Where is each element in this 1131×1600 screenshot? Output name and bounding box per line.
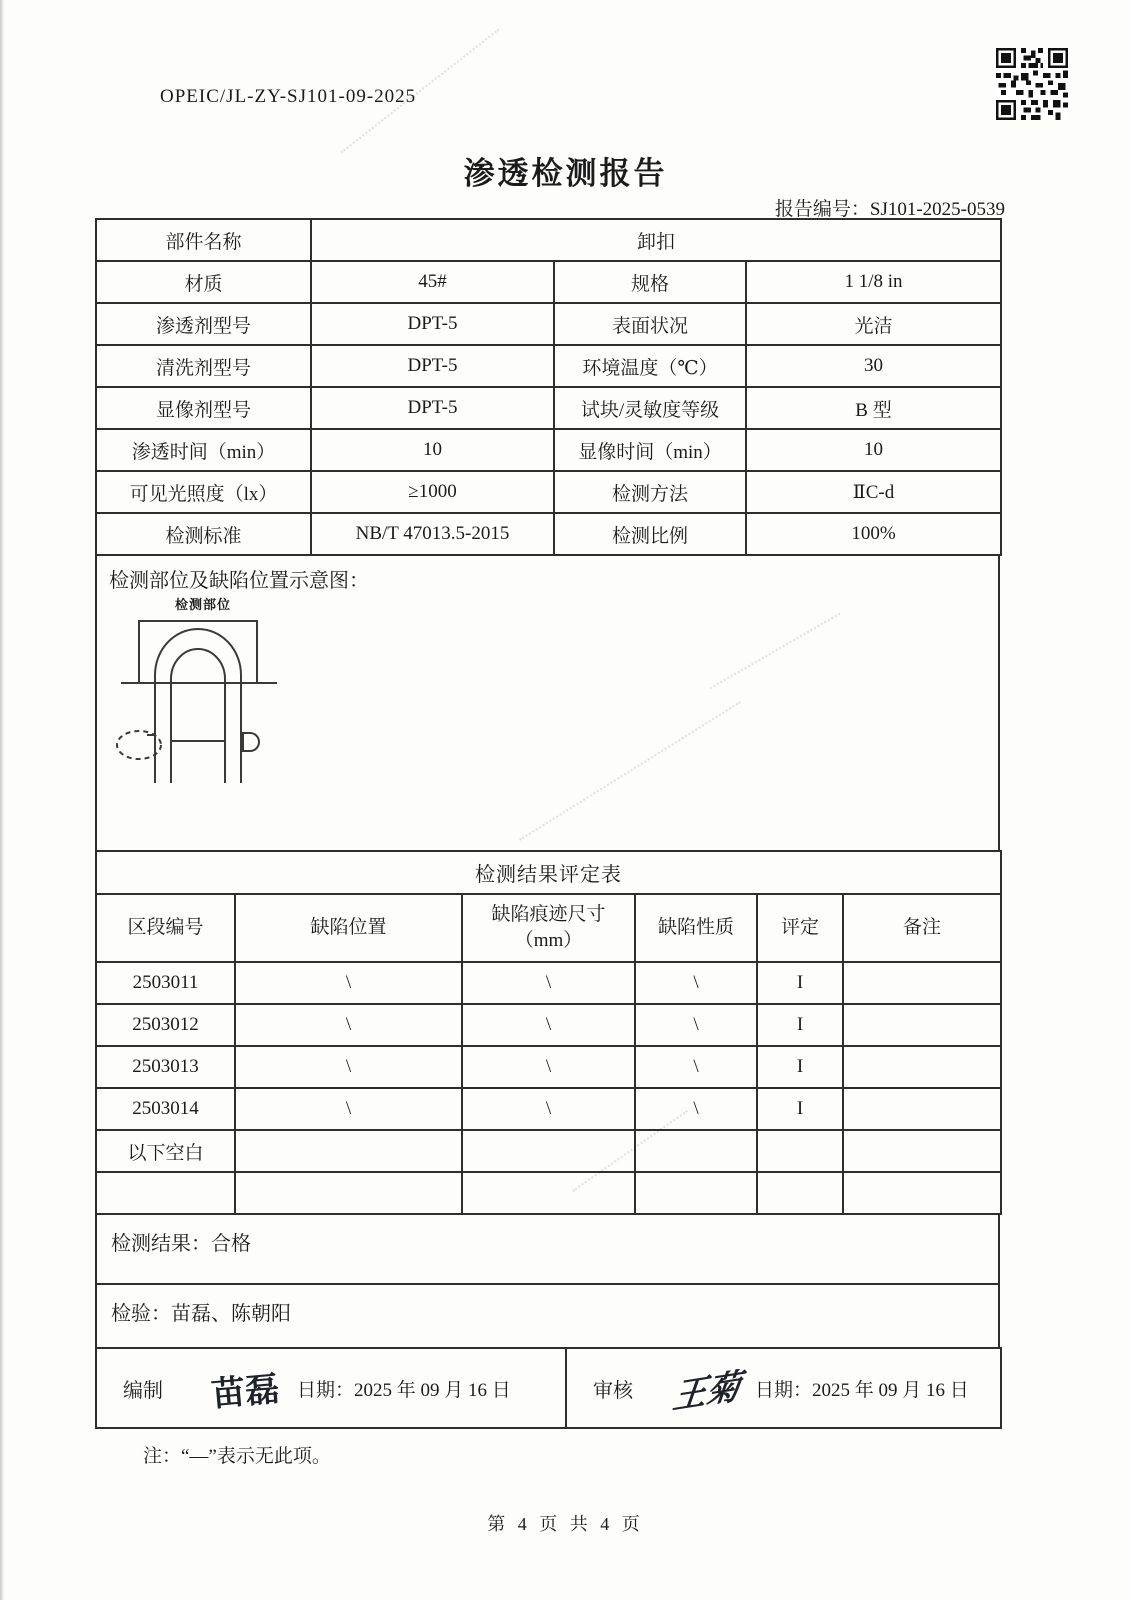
table-row [96, 1046, 1001, 1088]
cell-defect-nature [635, 1172, 757, 1214]
cell-defect-size [462, 1172, 635, 1214]
cell-segment-no: 2503012 [96, 1004, 235, 1046]
cell-segment-no: 2503013 [96, 1046, 235, 1088]
cell-remark [843, 1088, 1001, 1130]
document-code: OPEIC/JL-ZY-SJ101-09-2025 [160, 86, 417, 107]
info-label-cell: 检测比例 [554, 513, 746, 555]
info-label-cell: 检测标准 [96, 513, 311, 555]
cell-defect-size: \ [462, 1046, 635, 1088]
info-label-cell: 显像剂型号 [96, 387, 311, 429]
info-value-cell: DPT-5 [311, 303, 554, 345]
table-row [96, 513, 1001, 555]
test-result-label: 检测结果： [111, 1233, 211, 1255]
table-row [96, 1088, 1001, 1130]
info-value-cell: ⅡC-d [746, 471, 1001, 513]
cell-remark [843, 1046, 1001, 1088]
info-label-cell: 表面状况 [554, 303, 746, 345]
prepared-cell [96, 1348, 566, 1428]
info-label-cell: 规格 [554, 261, 746, 303]
result-table [95, 850, 1002, 1215]
cell-segment-no: 以下空白 [96, 1130, 235, 1172]
diagram-section-label: 检测部位及缺陷位置示意图： [109, 570, 369, 592]
cell-defect-nature: \ [635, 1004, 757, 1046]
info-value-cell: 100% [746, 513, 1001, 555]
cell-rating: I [757, 962, 843, 1004]
column-header: 备注 [843, 894, 1001, 962]
cell-defect-size: \ [462, 1088, 635, 1130]
reviewed-label: 审核 [593, 1379, 633, 1402]
info-label-cell: 部件名称 [96, 219, 311, 261]
table-row [96, 429, 1001, 471]
reviewed-date-value: 2025 年 09 月 16 日 [812, 1379, 969, 1401]
info-label-cell: 可见光照度（lx） [96, 471, 311, 513]
cell-defect-location: \ [235, 1004, 462, 1046]
info-label-cell: 清洗剂型号 [96, 345, 311, 387]
cell-rating [757, 1130, 843, 1172]
column-header-line2: （mm） [514, 930, 583, 951]
info-label-cell: 试块/灵敏度等级 [554, 387, 746, 429]
info-value-cell: DPT-5 [311, 345, 554, 387]
diagram-section [95, 554, 1000, 852]
table-row [96, 1130, 1001, 1172]
shackle-drawing [109, 613, 289, 791]
cell-defect-location [235, 1172, 462, 1214]
report-number-value: SJ101-2025-0539 [869, 199, 1005, 220]
inspected-area-label: 检测部位 [174, 597, 231, 612]
info-label-cell: 检测方法 [554, 471, 746, 513]
table-row [96, 962, 1001, 1004]
info-value-cell: 10 [311, 429, 554, 471]
table-row [96, 219, 1001, 261]
signoff-table [95, 1347, 1002, 1429]
reviewed-signature: 王菊 [670, 1365, 743, 1418]
table-row [96, 851, 1001, 894]
cell-rating: I [757, 1088, 843, 1130]
inspector-names: 苗磊、陈朝阳 [171, 1303, 291, 1325]
table-row [96, 387, 1001, 429]
report-number-label: 报告编号： [774, 199, 870, 220]
table-row [96, 1348, 1001, 1428]
prepared-signature: 苗磊 [209, 1368, 281, 1415]
report-number-line [0, 194, 1005, 221]
cell-defect-nature: \ [635, 1088, 757, 1130]
test-result-row [95, 1213, 1000, 1285]
result-table-title: 检测结果评定表 [96, 851, 1001, 894]
cell-defect-size [462, 1130, 635, 1172]
column-header: 缺陷性质 [635, 894, 757, 962]
cell-defect-nature [635, 1130, 757, 1172]
table-row [96, 471, 1001, 513]
reviewed-date-label: 日期： [755, 1379, 813, 1401]
qr-code-icon [996, 48, 1068, 120]
table-row [96, 1172, 1001, 1214]
info-value-cell: 光洁 [746, 303, 1001, 345]
info-value-cell: 卸扣 [311, 219, 1001, 261]
page-footer: 第 4 页 共 4 页 [487, 1514, 644, 1534]
cell-defect-location: \ [235, 962, 462, 1004]
test-result-value: 合格 [211, 1233, 251, 1255]
cell-defect-location: \ [235, 1088, 462, 1130]
info-value-cell: 45# [311, 261, 554, 303]
prepared-date-value: 2025 年 09 月 16 日 [354, 1379, 511, 1401]
column-header: 区段编号 [96, 894, 235, 962]
cell-segment-no: 2503011 [96, 962, 235, 1004]
column-header: 评定 [757, 894, 843, 962]
info-table [95, 218, 1002, 556]
cell-remark [843, 1130, 1001, 1172]
column-header [462, 894, 635, 962]
cell-remark [843, 962, 1001, 1004]
shackle-diagram [109, 594, 289, 791]
page-title: 渗透检测报告 [463, 156, 668, 191]
info-value-cell: 30 [746, 345, 1001, 387]
cell-defect-nature: \ [635, 1046, 757, 1088]
scan-edge-artifact [0, 0, 4, 1600]
info-label-cell: 显像时间（min） [554, 429, 746, 471]
cell-segment-no [96, 1172, 235, 1214]
column-header: 缺陷位置 [235, 894, 462, 962]
table-row [96, 894, 1001, 962]
table-row [96, 303, 1001, 345]
info-value-cell: B 型 [746, 387, 1001, 429]
cell-segment-no: 2503014 [96, 1088, 235, 1130]
cell-rating: I [757, 1004, 843, 1046]
cell-remark [843, 1004, 1001, 1046]
cell-defect-size: \ [462, 1004, 635, 1046]
info-value-cell: 1 1/8 in [746, 261, 1001, 303]
inspector-label: 检验： [111, 1303, 171, 1325]
prepared-date [297, 1375, 511, 1402]
column-header-line1: 缺陷痕迹尺寸 [491, 904, 606, 926]
footnote: 注：“—”表示无此项。 [143, 1446, 331, 1467]
inspector-row [95, 1283, 1000, 1349]
reviewed-date [755, 1375, 969, 1402]
cell-defect-location [235, 1130, 462, 1172]
info-value-cell: DPT-5 [311, 387, 554, 429]
cell-defect-location: \ [235, 1046, 462, 1088]
table-row [96, 261, 1001, 303]
cell-rating: I [757, 1046, 843, 1088]
prepared-date-label: 日期： [297, 1379, 355, 1401]
info-value-cell: 10 [746, 429, 1001, 471]
info-label-cell: 渗透时间（min） [96, 429, 311, 471]
table-row [96, 345, 1001, 387]
table-row [96, 1004, 1001, 1046]
cell-defect-nature: \ [635, 962, 757, 1004]
info-value-cell: ≥1000 [311, 471, 554, 513]
info-label-cell: 渗透剂型号 [96, 303, 311, 345]
info-label-cell: 环境温度（℃） [554, 345, 746, 387]
cell-rating [757, 1172, 843, 1214]
info-label-cell: 材质 [96, 261, 311, 303]
cell-defect-size: \ [462, 962, 635, 1004]
info-value-cell: NB/T 47013.5-2015 [311, 513, 554, 555]
cell-remark [843, 1172, 1001, 1214]
reviewed-cell [566, 1348, 1001, 1428]
prepared-label: 编制 [123, 1379, 163, 1402]
